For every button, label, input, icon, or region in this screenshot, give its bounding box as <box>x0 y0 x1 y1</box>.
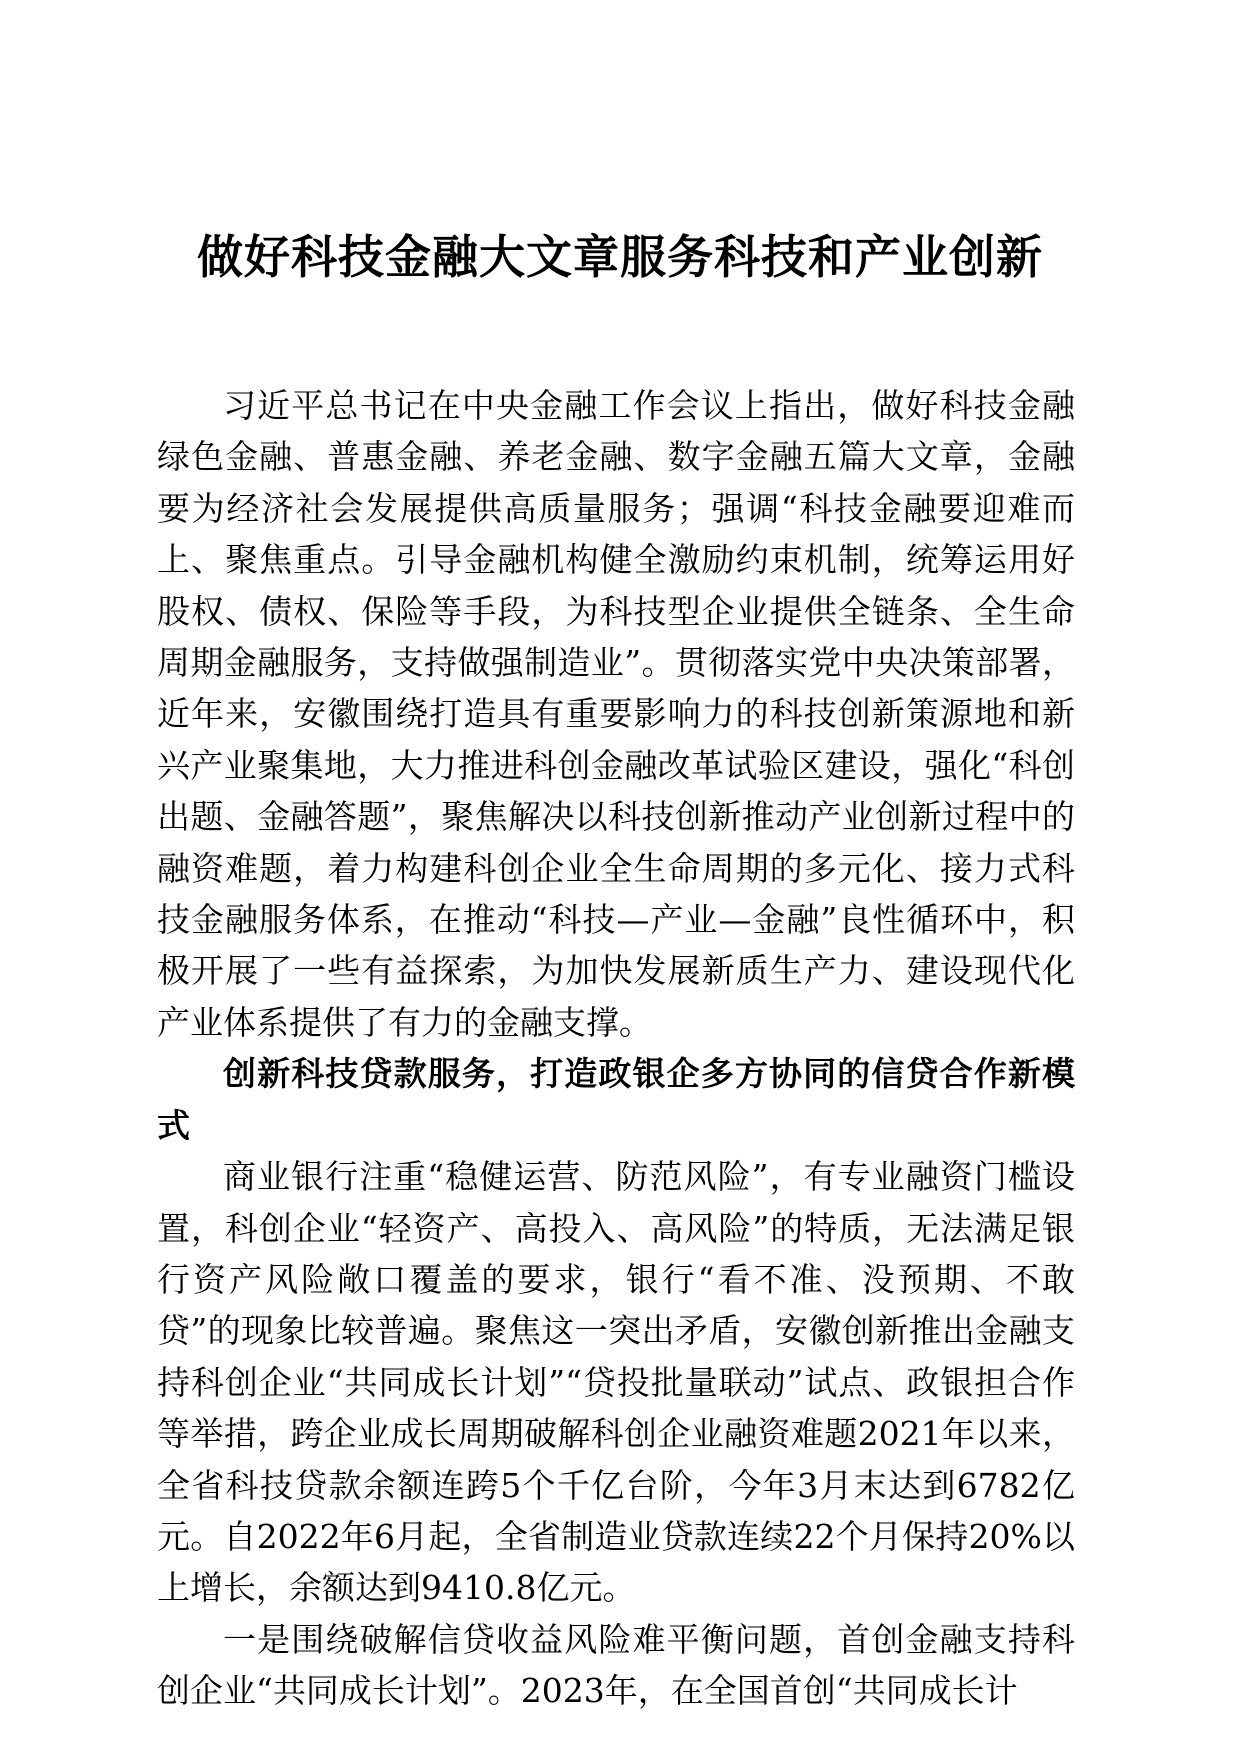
document-body <box>157 380 1075 1717</box>
paragraph-intro: 习近平总书记在中央金融工作会议上指出，做好科技金融绿色金融、普惠金融、养老金融、数字金融五篇大文章，金融要为经济社会发展提供高质量服务；强调“科技金融要迎难而上、聚焦重点。引导金融机构健全激励约束机制，统筹运用好股权、债权、保险等手段，为科技型企业提供全链条、全生命周期金融服务，支持做强制造业”。贯彻落实党中央决策部署，近年来，安徽围绕打造具有重要影响力的科技创新策源地和新兴产业聚集地，大力推进科创金融改革试验区建设，强化“科创出题、金融答题”，聚焦解决以科技创新推动产业创新过程中的融资难题，着力构建科创企业全生命周期的多元化、接力式科技金融服务体系，在推动“科技—产业—金融”良性循环中，积极开展了一些有益探索，为加快发展新质生产力、建设现代化产业体系提供了有力的金融支撑。 <box>157 386 1075 1042</box>
section-heading-tech-loans: 创新科技贷款服务，打造政银企多方协同的信贷合作新模式 <box>157 1054 1075 1145</box>
paragraph-commercial-banks: 商业银行注重“稳健运营、防范风险”，有专业融资门槛设置，科创企业“轻资产、高投入、高风险”的特质，无法满足银行资产风险敞口覆盖的要求，银行“看不准、没预期、不敢贷”的现象比较普遍。聚焦这一突出矛盾，安徽创新推出金融支持科创企业“共同成长计划”“贷投批量联动”试点、政银担合作等举措，跨企业成长周期破解科创企业融资难题2021年以来，全省科技贷款余额连跨5个千亿台阶，今年3月末达到6782亿元。自2022年6月起，全省制造业贷款连续22个月保持20%以上增长，余额达到9410.8亿元。 <box>157 1157 1075 1608</box>
paragraph-point-one: 一是围绕破解信贷收益风险难平衡问题，首创金融支持科创企业“共同成长计划”。2023年，在全国首创“共同成长计 <box>157 1619 1075 1711</box>
document-title: 做好科技金融大文章服务科技和产业创新 <box>197 230 1043 284</box>
